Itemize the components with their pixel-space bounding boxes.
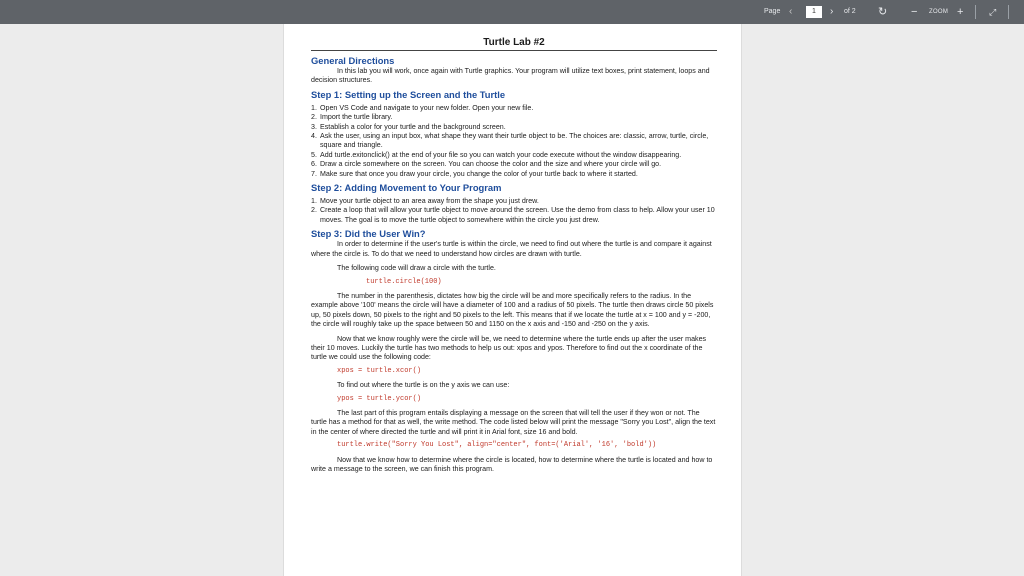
step3-paragraph: The number in the parenthesis, dictates how big the circle will be and more specifically refers to the radius. In the example above '100' means the circle will have a diameter of 100 and a radius of 50 pixels. The turtle then draws circle 50 pixels up, 50 pixels down, 50 pixels to the right and 50 pixels to the left. This means that if we locate the turtle at x = 100 and y = -200, the circle will roughly take up the space between 50 and 1150 on the x axis and -150 and -250 on the y axis. bbox=[311, 291, 714, 329]
step1-heading: Step 1: Setting up the Screen and the Turtle bbox=[311, 88, 506, 100]
general-directions-text: In this lab you will work, once again with Turtle graphics. Your program will utilize text boxes, print statement, loops and decision structures. bbox=[311, 67, 710, 85]
list-item: 5. Add turtle.exitonclick() at the end of your file so you can watch your code execute without the window disappearing. bbox=[311, 150, 682, 159]
general-directions-heading: General Directions bbox=[311, 55, 395, 66]
list-item: 2. Create a loop that will allow your turtle object to move around the screen. Use the demo from class to help. Allow your user 10 moves. The goal is to move the turtle object to somewhere within the circle you just drew. bbox=[311, 206, 715, 224]
code-snippet-write: turtle.write("Sorry You Lost", align="center", font=('Arial', '16', 'bold')) bbox=[337, 441, 657, 450]
list-item: 1. Move your turtle object to an area away from the shape you just drew. bbox=[311, 197, 539, 206]
code-snippet-circle: turtle.circle(100) bbox=[366, 277, 442, 286]
expand-icon[interactable]: ⤢ bbox=[989, 7, 997, 17]
next-page-icon[interactable]: › bbox=[830, 6, 834, 17]
page-number-input[interactable]: 1 bbox=[806, 6, 822, 18]
toolbar-divider bbox=[975, 5, 976, 19]
list-item: 1. Open VS Code and navigate to your new folder. Open your new file. bbox=[311, 103, 534, 112]
step3-paragraph: The following code will draw a circle with the turtle. bbox=[337, 264, 496, 273]
page-count: of 2 bbox=[844, 8, 856, 15]
step3-heading: Step 3: Did the User Win? bbox=[311, 228, 426, 240]
code-snippet-ycor: ypos = turtle.ycor() bbox=[337, 394, 422, 403]
step3-paragraph: To find out where the turtle is on the y axis we can use: bbox=[337, 381, 510, 390]
list-item: 3. Establish a color for your turtle and the background screen. bbox=[311, 122, 506, 131]
step1-list bbox=[311, 104, 717, 179]
page-label: Page bbox=[764, 8, 781, 15]
step2-heading: Step 2: Adding Movement to Your Program bbox=[311, 182, 502, 194]
document-title: Turtle Lab #2 bbox=[311, 36, 717, 51]
document-page bbox=[283, 24, 742, 576]
zoom-label: ZOOM bbox=[929, 9, 949, 15]
zoom-in-icon[interactable]: + bbox=[957, 6, 964, 18]
zoom-out-icon[interactable]: − bbox=[911, 6, 918, 18]
code-snippet-xcor: xpos = turtle.xcor() bbox=[337, 366, 422, 375]
document-content bbox=[311, 36, 717, 474]
list-item: 7. Make sure that once you draw your circle, you change the color of your turtle back to where it started. bbox=[311, 169, 638, 178]
list-item: 6. Draw a circle somewhere on the screen. You can choose the color and the size and where your circle will go. bbox=[311, 160, 662, 169]
rotate-icon[interactable]: ↻ bbox=[878, 6, 888, 18]
step3-paragraph: Now that we know roughly were the circle will be, we need to determine where the turtle ends up after the user makes their 10 moves. Luckily the turtle has two methods to help us out: xpos and ypos. Therefore to find out the x coordinate of the turtle we could use the following code: bbox=[311, 334, 707, 362]
step3-paragraph: Now that we know how to determine where the circle is located, how to determine where the turtle is located and how to write a message to the screen, we can finish this program. bbox=[311, 455, 713, 473]
step3-paragraph: In order to determine if the user's turtle is within the circle, we need to find out where the turtle is and compare it against where the circle is. To do that we need to understand how circles are drawn with turtle. bbox=[311, 240, 712, 258]
previous-page-icon[interactable]: ‹ bbox=[789, 6, 793, 17]
list-item: 4. Ask the user, using an input box, what shape they want their turtle object to be. The choices are: classic, arrow, turtle, circle, square and triangle. bbox=[311, 132, 709, 150]
toolbar-divider bbox=[1008, 5, 1009, 19]
step2-list bbox=[311, 197, 717, 225]
step3-paragraph: The last part of this program entails displaying a message on the screen that will tell the user if they won or not. The turtle has a method for that as well, the write method. The code listed below will print the message "Sorry you Lost", align the text in the center of where directed the turtle and will print it in Arial font, size 16 and bold. bbox=[311, 408, 716, 436]
viewer-toolbar bbox=[0, 0, 1024, 24]
list-item: 2. Import the turtle library. bbox=[311, 113, 393, 122]
